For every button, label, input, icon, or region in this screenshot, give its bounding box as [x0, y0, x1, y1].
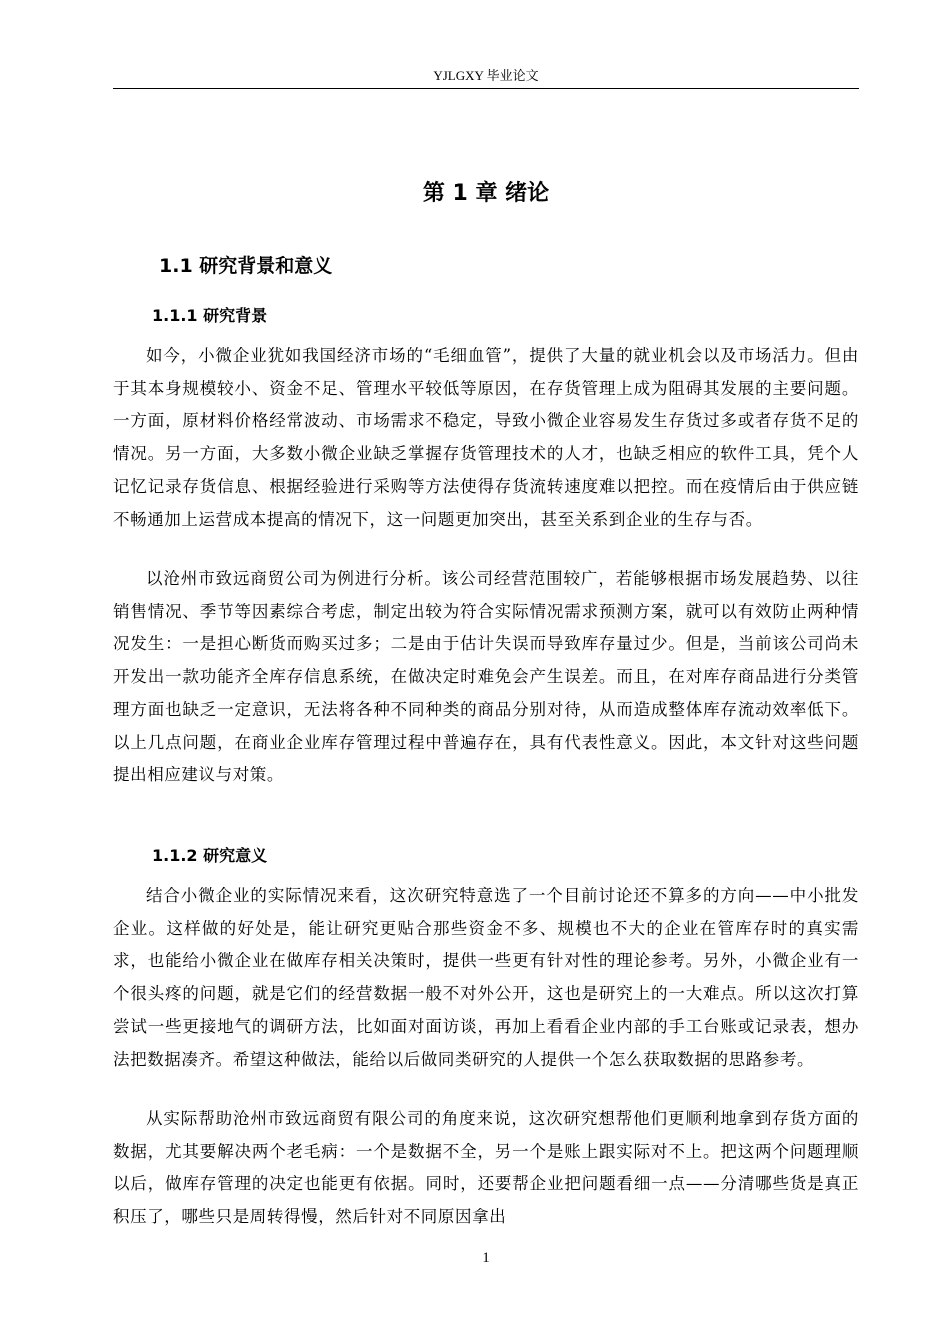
paragraph-background-2: 以沧州市致远商贸公司为例进行分析。该公司经营范围较广，若能够根据市场发展趋势、以往销售情况、季节等因素综合考虑，制定出较为符合实际情况需求预测方案，就可以有效防止两种情况发生：一是担心断货而购买过多；二是由于估计失误而导致库存量过少。但是，当前该公司尚未开发出一款功能齐全库存信息系统，在做决定时难免会产生误差。而且，在对库存商品进行分类管理方面也缺乏一定意识，无法将各种不同种类的商品分别对待，从而造成整体库存流动效率低下。以上几点问题，在商业企业库存管理过程中普遍存在，具有代表性意义。因此，本文针对这些问题提出相应建议与对策。 [113, 569, 859, 785]
paragraph-background-1: 如今，小微企业犹如我国经济市场的“毛细血管”，提供了大量的就业机会以及市场活力。但由于其本身规模较小、资金不足、管理水平较低等原因，在存货管理上成为阻碍其发展的主要问题。一方面，原材料价格经常波动、市场需求不稳定，导致小微企业容易发生存货过多或者存货不足的情况。另一方面，大多数小微企业缺乏掌握存货管理技术的人才，也缺乏相应的软件工具，凭个人记忆记录存货信息、根据经验进行采购等方法使得存货流转速度难以把控。而在疫情后由于供应链不畅通加上运营成本提高的情况下，这一问题更加突出，甚至关系到企业的生存与否。 [113, 346, 859, 529]
header-rule [113, 88, 859, 89]
subsection-heading-1-1-1: 1.1.1 研究背景 [152, 306, 268, 325]
page-header: YJLGXY 毕业论文 [433, 68, 539, 83]
paragraph-significance-2: 从实际帮助沧州市致远商贸有限公司的角度来说，这次研究想帮他们更顺利地拿到存货方面的数据，尤其要解决两个老毛病：一个是数据不全，另一个是账上跟实际对不上。把这两个问题理顺以后，做库存管理的决定也能更有依据。同时，还要帮企业把问题看细一点——分清哪些货是真正积压了，哪些只是周转得慢，然后针对不同原因拿出 [113, 1109, 859, 1227]
chapter-title: 第 1 章 绪论 [422, 181, 550, 206]
subsection-heading-1-1-2: 1.1.2 研究意义 [152, 846, 268, 865]
page-number: 1 [482, 1250, 490, 1266]
section-heading-1-1: 1.1 研究背景和意义 [159, 255, 333, 277]
paragraph-significance-1: 结合小微企业的实际情况来看，这次研究特意选了一个目前讨论还不算多的方向——中小批发企业。这样做的好处是，能让研究更贴合那些资金不多、规模也不大的企业在管库存时的真实需求，也能给小微企业在做库存相关决策时，提供一些更有针对性的理论参考。另外，小微企业有一个很头疼的问题，就是它们的经营数据一般不对外公开，这也是研究上的一大难点。所以这次打算尝试一些更接地气的调研方法，比如面对面访谈，再加上看看企业内部的手工台账或记录表，想办法把数据凑齐。希望这种做法，能给以后做同类研究的人提供一个怎么获取数据的思路参考。 [113, 886, 859, 1069]
